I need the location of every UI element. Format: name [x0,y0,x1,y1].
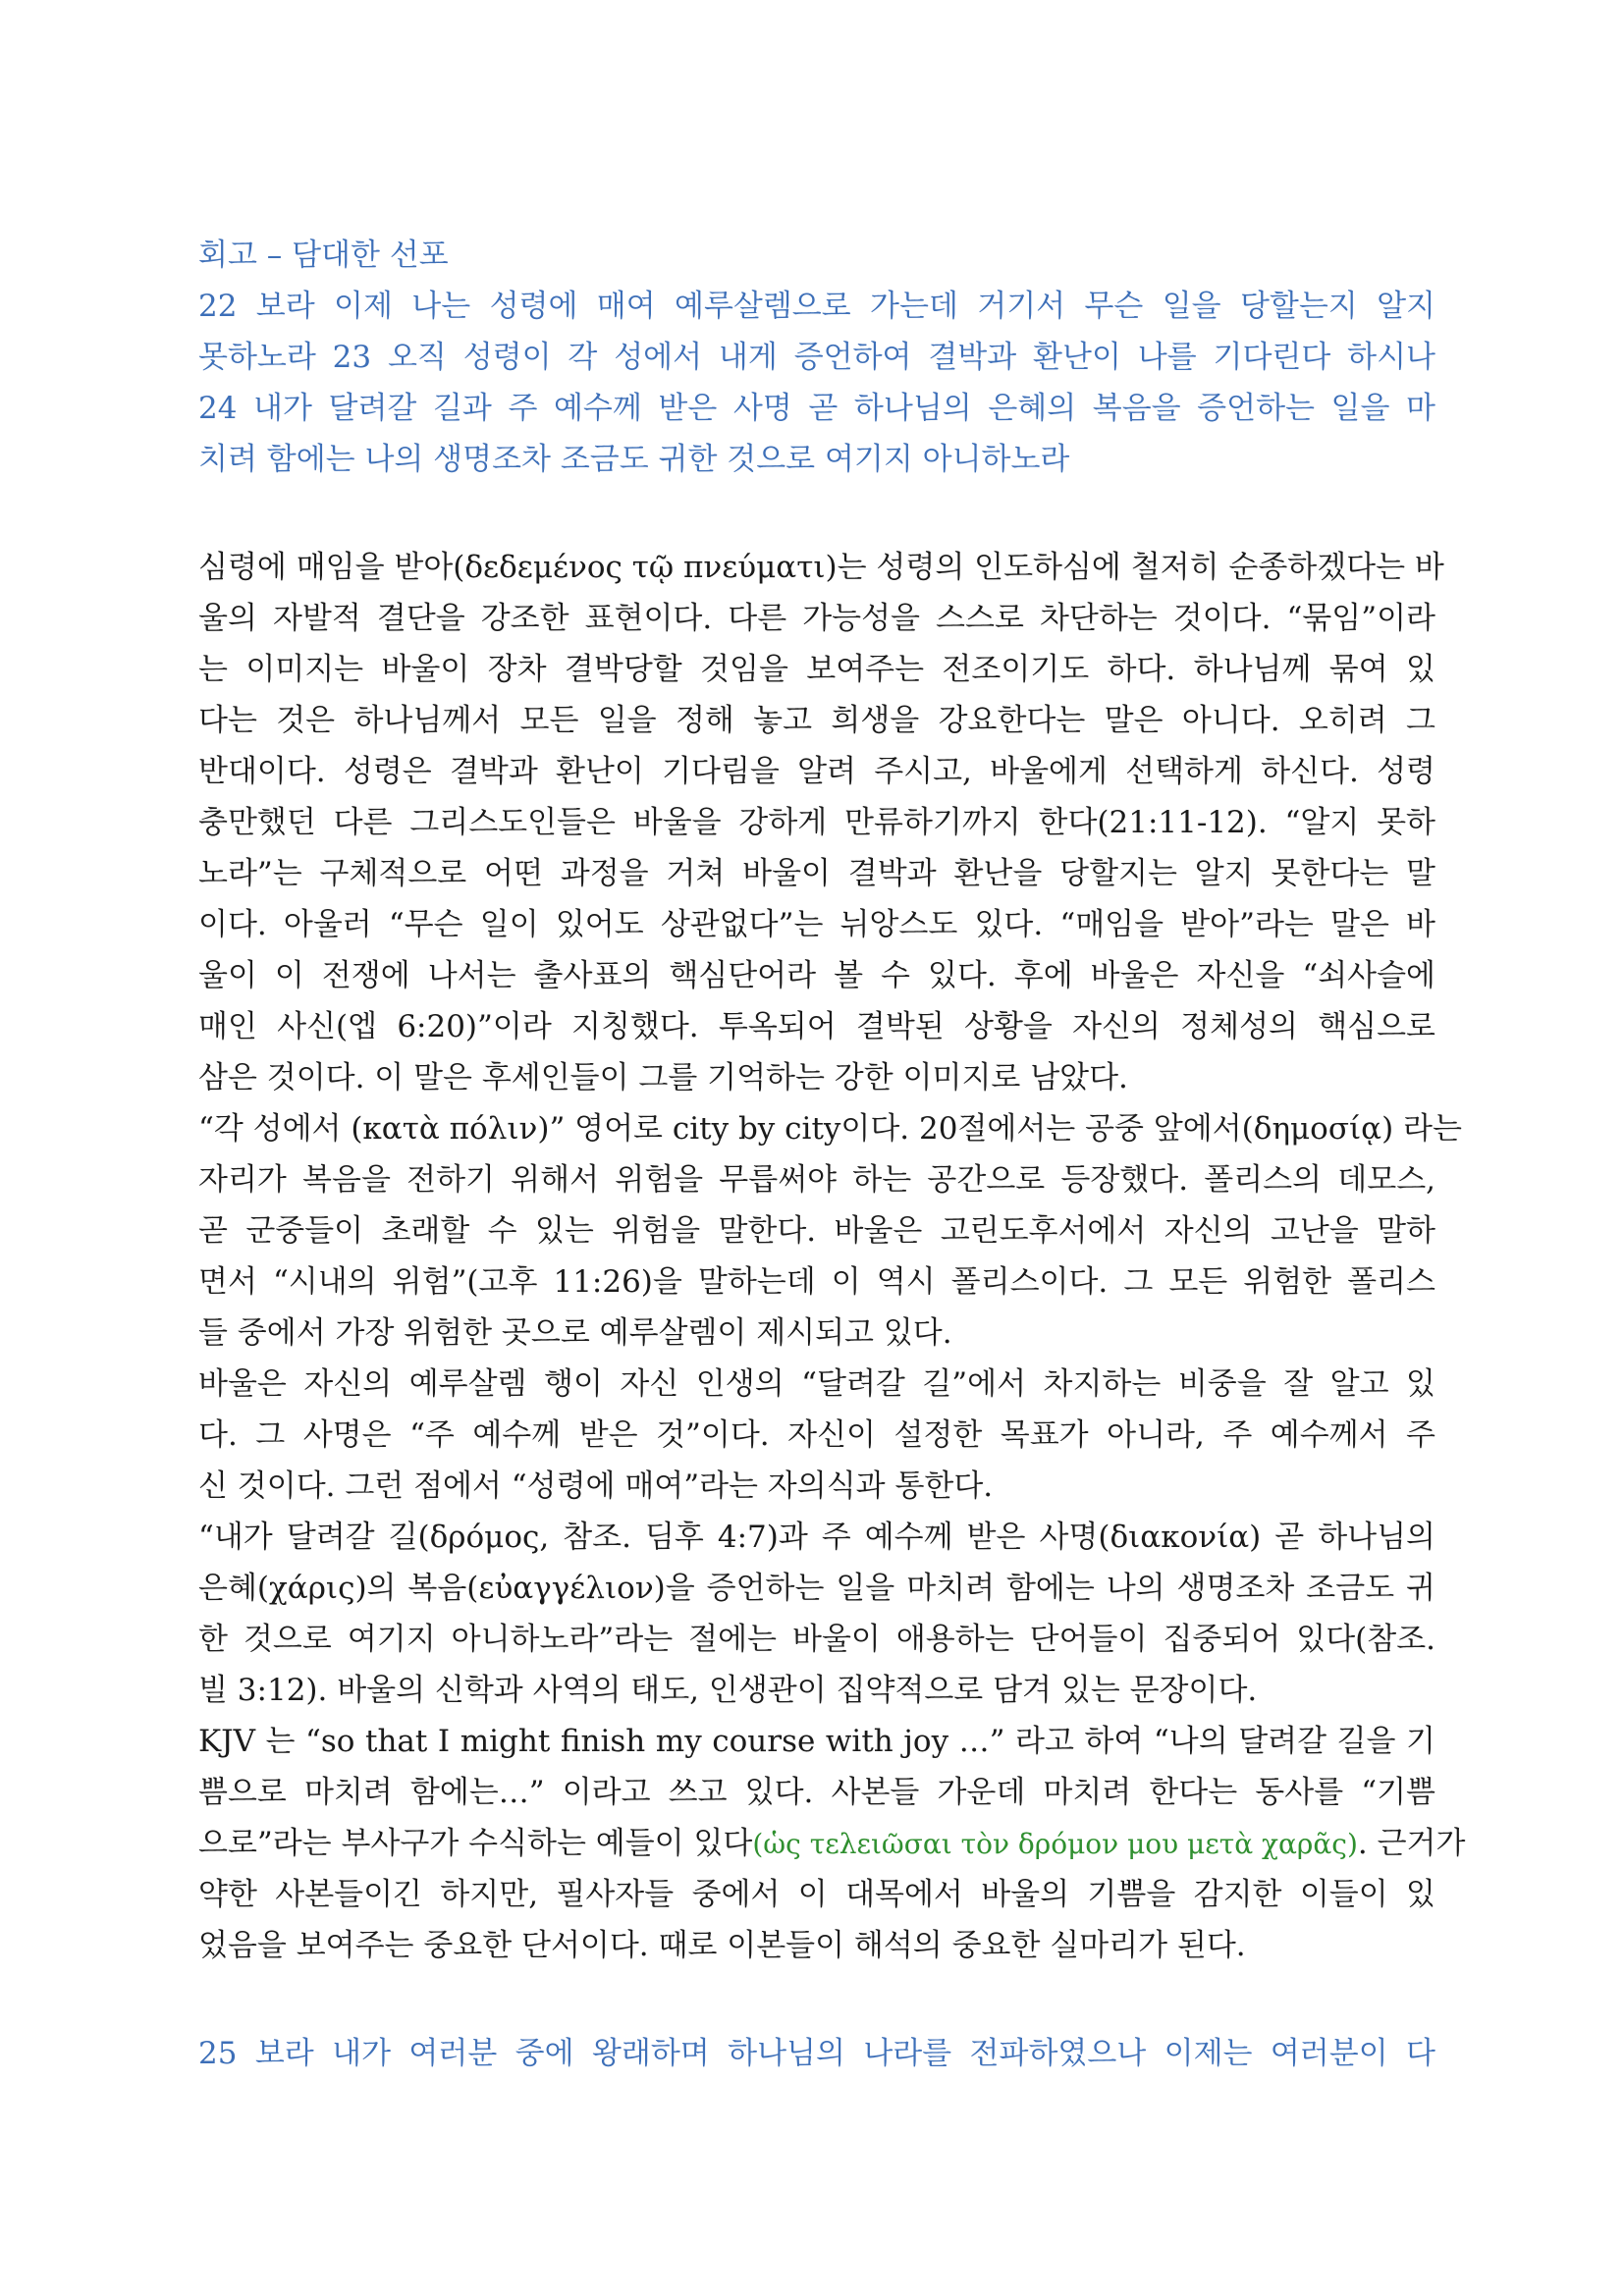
body-line: “내가 달려갈 길(δρόμος, 참조. 딤후 4:7)과 주 예수께 받은 사명(διακονία) 곧 하나님의 [198,1520,1435,1555]
body-line: 울의 자발적 결단을 강조한 표현이다. 다른 가능성을 스스로 차단하는 것이다. “묶임”이라 [198,601,1435,636]
body-line: 빌 3:12). 바울의 신학과 사역의 태도, 인생관이 집약적으로 담겨 있는 문장이다. [198,1673,1258,1708]
greek-manuscript-quote: (ὡς τελειῶσαι τὸν δρόμον μου μετὰ χαρᾶς) [752,1828,1358,1860]
verse-line: 22 보라 이제 나는 성령에 매여 예루살렘으로 가는데 거기서 무슨 일을 당할는지 알지 [198,289,1435,324]
body-line: 약한 사본들이긴 하지만, 필사자들 중에서 이 대목에서 바울의 기쁨을 감지한 이들이 있 [198,1877,1435,1912]
body-line-segment: 으로”라는 부사구가 수식하는 예들이 있다 [198,1826,753,1861]
body-line-segment: . 근거가 [1357,1826,1466,1861]
body-line: 곧 군중들이 초래할 수 있는 위험을 말한다. 바울은 고린도후서에서 자신의 고난을 말하 [198,1213,1435,1249]
body-line: 심령에 매임을 받아(δεδεμένος τῷ πνεύματι)는 성령의 인도하심에 철저히 순종하겠다는 바 [198,550,1444,585]
body-line: 삼은 것이다. 이 말은 후세인들이 그를 기억하는 강한 이미지로 남았다. [198,1060,1128,1095]
verse-line: 24 내가 달려갈 길과 주 예수께 받은 사명 곧 하나님의 은혜의 복음을 증언하는 일을 마 [198,391,1435,426]
body-line: 면서 “시내의 위험”(고후 11:26)을 말하는데 이 역시 폴리스이다. 그 모든 위험한 폴리스 [198,1264,1435,1300]
body-line: 바울은 자신의 예루살렘 행이 자신 인생의 “달려갈 길”에서 차지하는 비중을 잘 알고 있 [198,1366,1435,1402]
body-line-with-greek [198,1824,1466,1863]
body-line: 자리가 복음을 전하기 위해서 위험을 무릅써야 하는 공간으로 등장했다. 폴리스의 데모스, [198,1162,1435,1198]
body-line: 한 것으로 여기지 아니하노라”라는 절에는 바울이 애용하는 단어들이 집중되어 있다(참조. [198,1622,1435,1657]
verse-line: 치려 함에는 나의 생명조차 조금도 귀한 것으로 여기지 아니하노라 [198,442,1070,477]
body-line: 반대이다. 성령은 결박과 환난이 기다림을 알려 주시고, 바울에게 선택하게 하신다. 성령 [198,754,1435,789]
body-line: 울이 이 전쟁에 나서는 출사표의 핵심단어라 볼 수 있다. 후에 바울은 자신을 “쇠사슬에 [198,958,1435,993]
section-heading: 회고 – 담대한 선포 [198,238,449,273]
body-line: 다는 것은 하나님께서 모든 일을 정해 놓고 희생을 강요한다는 말은 아니다. 오히려 그 [198,703,1435,738]
body-line: 들 중에서 가장 위험한 곳으로 예루살렘이 제시되고 있다. [198,1315,952,1351]
body-line: 신 것이다. 그런 점에서 “성령에 매여”라는 자의식과 통한다. [198,1468,994,1504]
body-line: “각 성에서 (κατὰ πόλιν)” 영어로 city by city이다. 20절에서는 공중 앞에서(δημοσίᾳ) 라는 [198,1111,1462,1147]
body-line: 충만했던 다른 그리스도인들은 바울을 강하게 만류하기까지 한다(21:11-12). “알지 못하 [198,805,1435,840]
verse-line: 25 보라 내가 여러분 중에 왕래하며 하나님의 나라를 전파하였으나 이제는 여러분이 다 [198,2036,1435,2071]
body-line: 이다. 아울러 “무슨 일이 있어도 상관없다”는 뉘앙스도 있다. “매임을 받아”라는 말은 바 [198,907,1435,942]
body-line: 노라”는 구체적으로 어떤 과정을 거쳐 바울이 결박과 환난을 당할지는 알지 못한다는 말 [198,856,1435,891]
body-line: 었음을 보여주는 중요한 단서이다. 때로 이본들이 해석의 중요한 실마리가 된다. [198,1928,1246,1963]
body-line: 은혜(χάρις)의 복음(εὐαγγέλιον)을 증언하는 일을 마치려 함에는 나의 생명조차 조금도 귀 [198,1571,1435,1606]
body-line: 매인 사신(엡 6:20)”이라 지칭했다. 투옥되어 결박된 상황을 자신의 정체성의 핵심으로 [198,1009,1435,1044]
body-line: 는 이미지는 바울이 장차 결박당할 것임을 보여주는 전조이기도 하다. 하나님께 묶여 있 [198,652,1435,687]
body-line: KJV 는 “so that I might finish my course with joy …” 라고 하여 “나의 달려갈 길을 기 [198,1724,1435,1759]
verse-line: 못하노라 23 오직 성령이 각 성에서 내게 증언하여 결박과 환난이 나를 기다린다 하시나 [198,340,1435,375]
body-line: 다. 그 사명은 “주 예수께 받은 것”이다. 자신이 설정한 목표가 아니라, 주 예수께서 주 [198,1417,1435,1453]
body-line: 쁨으로 마치려 함에는…” 이라고 쓰고 있다. 사본들 가운데 마치려 한다는 동사를 “기쁨 [198,1775,1435,1810]
